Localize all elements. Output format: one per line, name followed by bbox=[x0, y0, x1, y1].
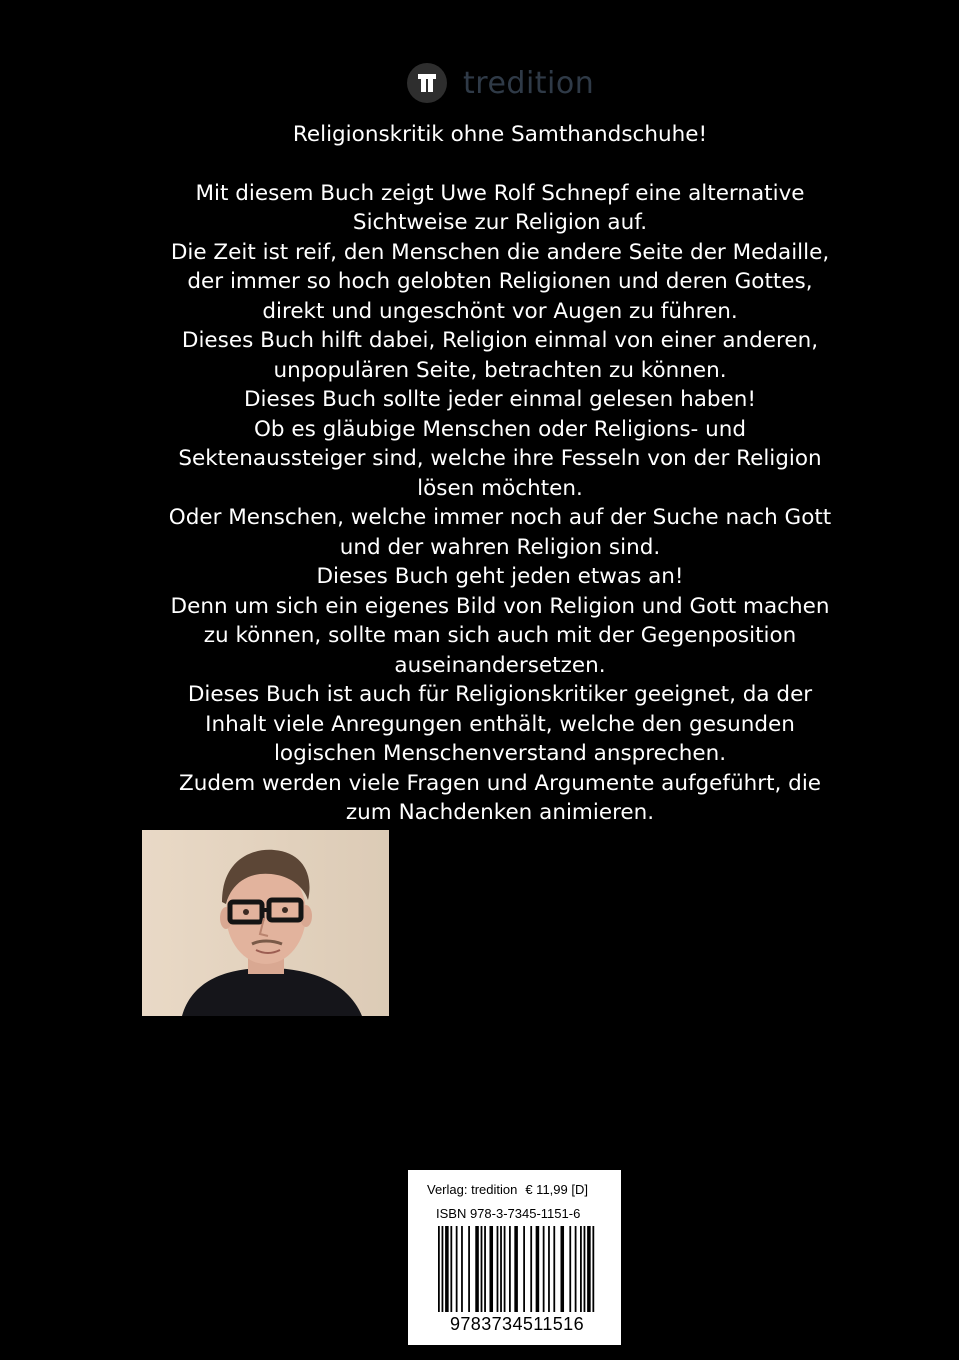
barcode-bar bbox=[461, 1226, 463, 1312]
barcode-label bbox=[408, 1170, 621, 1345]
author-photo bbox=[142, 830, 389, 1016]
blurb-headline: Religionskritik ohne Samthandschuhe! bbox=[292, 122, 708, 147]
barcode-bar bbox=[580, 1226, 582, 1312]
barcode-bar bbox=[450, 1226, 452, 1312]
barcode-bar bbox=[504, 1226, 506, 1312]
barcode-bar bbox=[587, 1226, 591, 1312]
blurb-line: zum Nachdenken animieren. bbox=[345, 800, 655, 825]
blurb-line: Denn um sich ein eigenes Bild von Religion und Gott machen bbox=[170, 593, 830, 619]
blurb-line: Dieses Buch sollte jeder einmal gelesen haben! bbox=[243, 387, 757, 412]
barcode-bar bbox=[497, 1226, 499, 1312]
blurb-line: Zudem werden viele Fragen und Argumente aufgeführt, die bbox=[178, 770, 822, 796]
barcode-bar bbox=[543, 1226, 545, 1312]
blurb-line: Inhalt viele Anregungen enthält, welche den gesunden bbox=[205, 711, 795, 737]
tredition-logo-icon bbox=[407, 63, 447, 103]
barcode-bar bbox=[445, 1226, 449, 1312]
blurb-line: auseinandersetzen. bbox=[394, 652, 606, 678]
barcode-bar bbox=[484, 1226, 486, 1312]
barcode-bar bbox=[475, 1226, 479, 1312]
publisher-price-line bbox=[427, 1182, 588, 1197]
barcode-bar bbox=[569, 1226, 571, 1312]
barcode-bar bbox=[584, 1226, 586, 1312]
barcode-bar bbox=[500, 1226, 502, 1312]
price-label: € 11,99 [D] bbox=[525, 1182, 588, 1197]
blurb-line: direkt und ungeschönt vor Augen zu führen. bbox=[262, 298, 738, 324]
blurb-line: Die Zeit ist reif, den Menschen die andere Seite der Medaille, bbox=[170, 239, 830, 265]
blurb-line: logischen Menschenverstand ansprechen. bbox=[273, 741, 727, 766]
barcode-bar bbox=[536, 1226, 540, 1312]
blurb-line: Dieses Buch hilft dabei, Religion einmal von einer anderen, bbox=[181, 328, 819, 353]
blurb-line: der immer so hoch gelobten Religionen und deren Gottes, bbox=[187, 269, 813, 294]
blurb-line: Ob es gläubige Menschen oder Religions- und bbox=[253, 416, 747, 442]
barcode-bar bbox=[481, 1226, 483, 1312]
barcode-bar bbox=[489, 1226, 493, 1312]
blurb-line: Dieses Buch geht jeden etwas an! bbox=[316, 564, 684, 589]
publisher-logo-text: tredition bbox=[463, 65, 595, 101]
barcode-bar bbox=[456, 1226, 458, 1312]
publisher-logo bbox=[407, 62, 607, 104]
blurb-line: Sektenaussteiger sind, welche ihre Fesseln von der Religion bbox=[178, 446, 822, 471]
blurb-line: Dieses Buch ist auch für Religionskritiker geeignet, da der bbox=[187, 682, 813, 707]
barcode-bar bbox=[530, 1226, 532, 1312]
barcode-bar bbox=[553, 1226, 555, 1312]
barcode-bar bbox=[560, 1226, 564, 1312]
back-cover-blurb bbox=[120, 120, 880, 828]
ean-digits: 9783734511516 bbox=[449, 1314, 584, 1334]
barcode-bar bbox=[575, 1226, 577, 1312]
barcode-bar bbox=[438, 1226, 440, 1312]
blurb-line: Mit diesem Buch zeigt Uwe Rolf Schnepf eine alternative bbox=[195, 180, 805, 206]
barcode-bars bbox=[438, 1226, 596, 1312]
blurb-line: Oder Menschen, welche immer noch auf der Suche nach Gott bbox=[168, 505, 832, 530]
barcode-bar bbox=[592, 1226, 594, 1312]
isbn-label: ISBN 978-3-7345-1151-6 bbox=[436, 1206, 581, 1221]
blurb-line: zu können, sollte man sich auch mit der Gegenposition bbox=[203, 623, 797, 648]
barcode-bar bbox=[523, 1226, 525, 1312]
blurb-line: Sichtweise zur Religion auf. bbox=[352, 210, 648, 235]
barcode-bar bbox=[468, 1226, 470, 1312]
barcode-bar bbox=[509, 1226, 511, 1312]
barcode-bar bbox=[442, 1226, 444, 1312]
publisher-label: Verlag: tredition bbox=[427, 1182, 518, 1197]
blurb-line: lösen möchten. bbox=[417, 475, 583, 501]
blurb-line: und der wahren Religion sind. bbox=[339, 534, 661, 560]
barcode-bar bbox=[548, 1226, 550, 1312]
barcode-bar bbox=[514, 1226, 518, 1312]
blurb-line: unpopulären Seite, betrachten zu können. bbox=[273, 357, 727, 383]
